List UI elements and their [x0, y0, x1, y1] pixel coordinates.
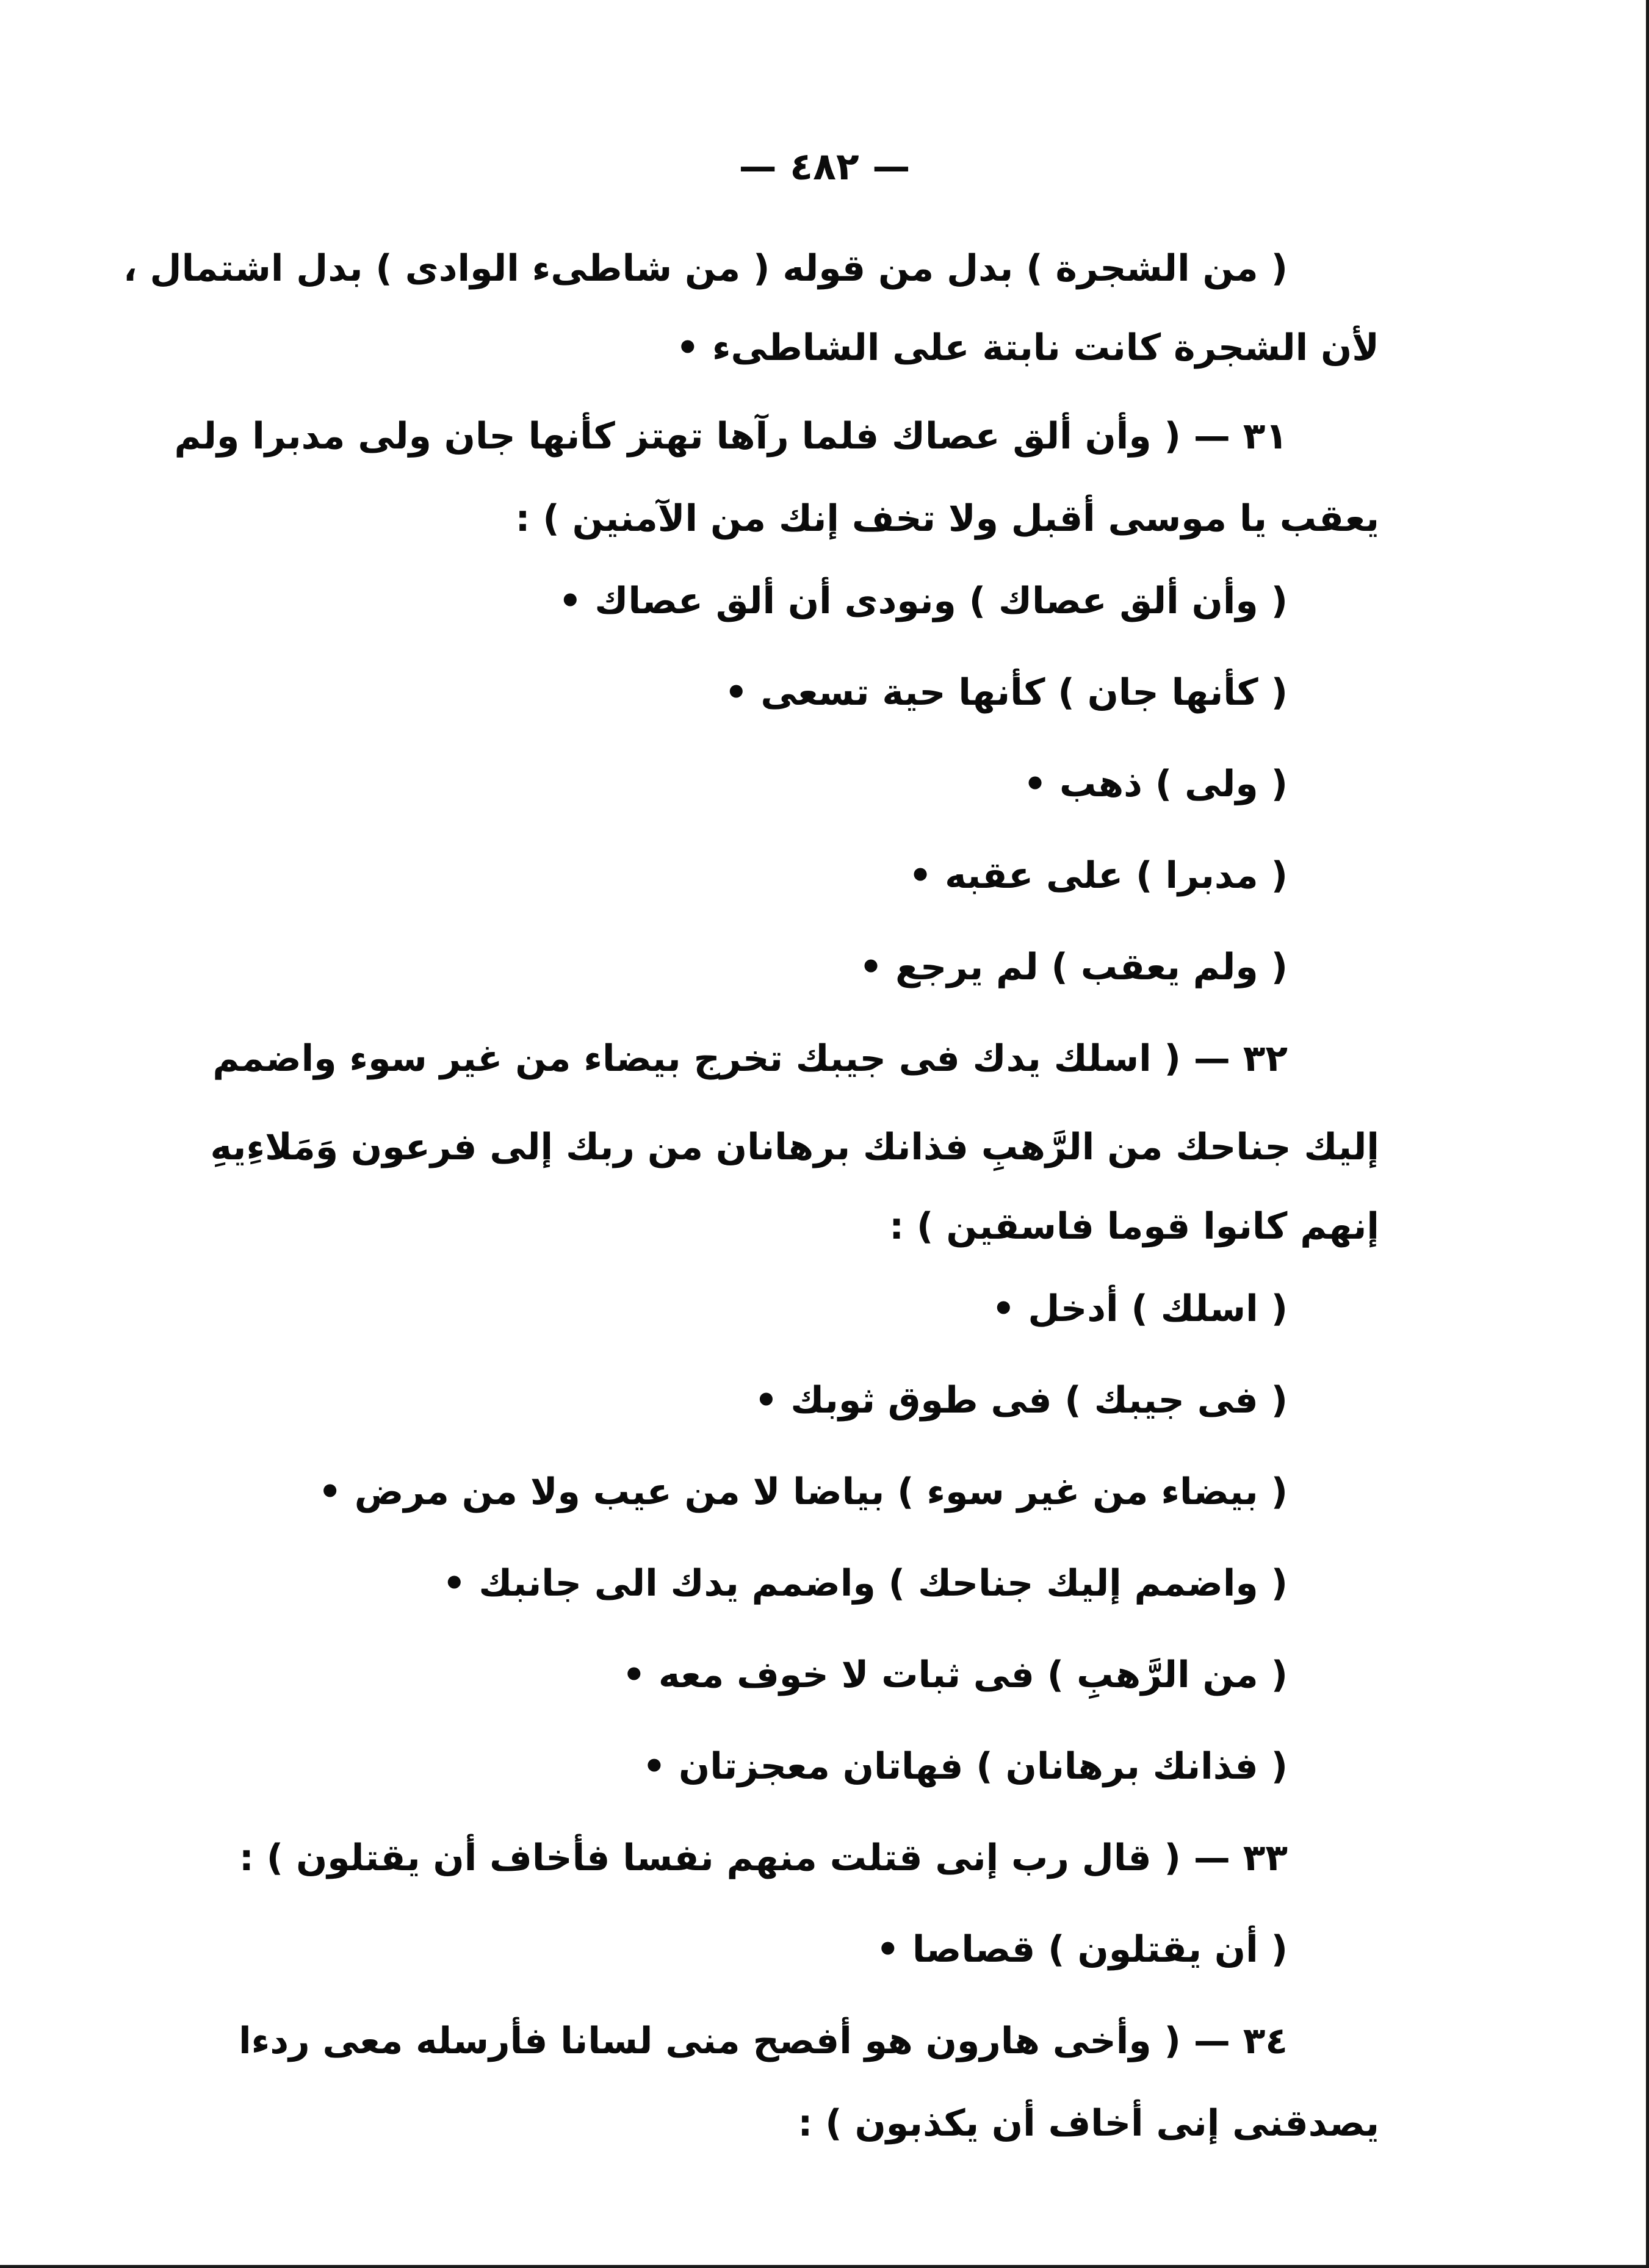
gloss-line: ( فذانك برهانان ) فهاتان معجزتان • — [642, 1745, 1288, 1788]
gloss-line: ( أن يقتلون ) قصاصا • — [876, 1928, 1288, 1971]
verse-31-line: ٣١ — ( وأن ألق عصاك فلما رآها تهتز كأنها جان ولى مدبرا ولم — [174, 415, 1288, 458]
page-number: — ٤٨٢ — — [738, 144, 911, 189]
body-line: لأن الشجرة كانت نابتة على الشاطىء • — [676, 326, 1379, 369]
verse-32-line: إنهم كانوا قوما فاسقين ) : — [889, 1205, 1379, 1248]
gloss-line: ( واضمم إليك جناحك ) واضمم يدك الى جانبك • — [442, 1562, 1288, 1605]
gloss-line: ( اسلك ) أدخل • — [992, 1287, 1288, 1330]
verse-33-line: ٣٣ — ( قال رب إنى قتلت منهم نفسا فأخاف أن يقتلون ) : — [239, 1837, 1288, 1879]
gloss-line: ( فى جيبك ) فى طوق ثوبك • — [754, 1379, 1288, 1422]
verse-34-line: يصدقنى إنى أخاف أن يكذبون ) : — [798, 2102, 1379, 2145]
gloss-line: ( ولم يعقب ) لم يرجع • — [859, 946, 1288, 988]
gloss-line: ( كأنها جان ) كأنها حية تسعى • — [724, 671, 1288, 714]
gloss-line: ( بيضاء من غير سوء ) بياضا لا من عيب ولا من مرض • — [318, 1471, 1288, 1513]
verse-32-line: ٣٢ — ( اسلك يدك فى جيبك تخرج بيضاء من غير سوء واضمم — [212, 1037, 1288, 1080]
verse-31-line: يعقب يا موسى أقبل ولا تخف إنك من الآمنين ) : — [515, 497, 1379, 540]
page-body — [123, 232, 1379, 2160]
gloss-line: ( ولى ) ذهب • — [1023, 763, 1288, 805]
gloss-line: ( من الرَّهبِ ) فى ثبات لا خوف معه • — [622, 1654, 1288, 1696]
verse-32-line: إليك جناحك من الرَّهبِ فذانك برهانان من ربك إلى فرعون وَمَلاءِيهِ — [210, 1126, 1379, 1168]
body-line: ( من الشجرة ) بدل من قوله ( من شاطىء الوادى ) بدل اشتمال ، — [123, 247, 1288, 290]
verse-34-line: ٣٤ — ( وأخى هارون هو أفصح منى لسانا فأرسله معى ردءا — [239, 2020, 1288, 2062]
gloss-line: ( وأن ألق عصاك ) ونودى أن ألق عصاك • — [558, 580, 1288, 622]
gloss-line: ( مدبرا ) على عقبه • — [908, 854, 1288, 897]
